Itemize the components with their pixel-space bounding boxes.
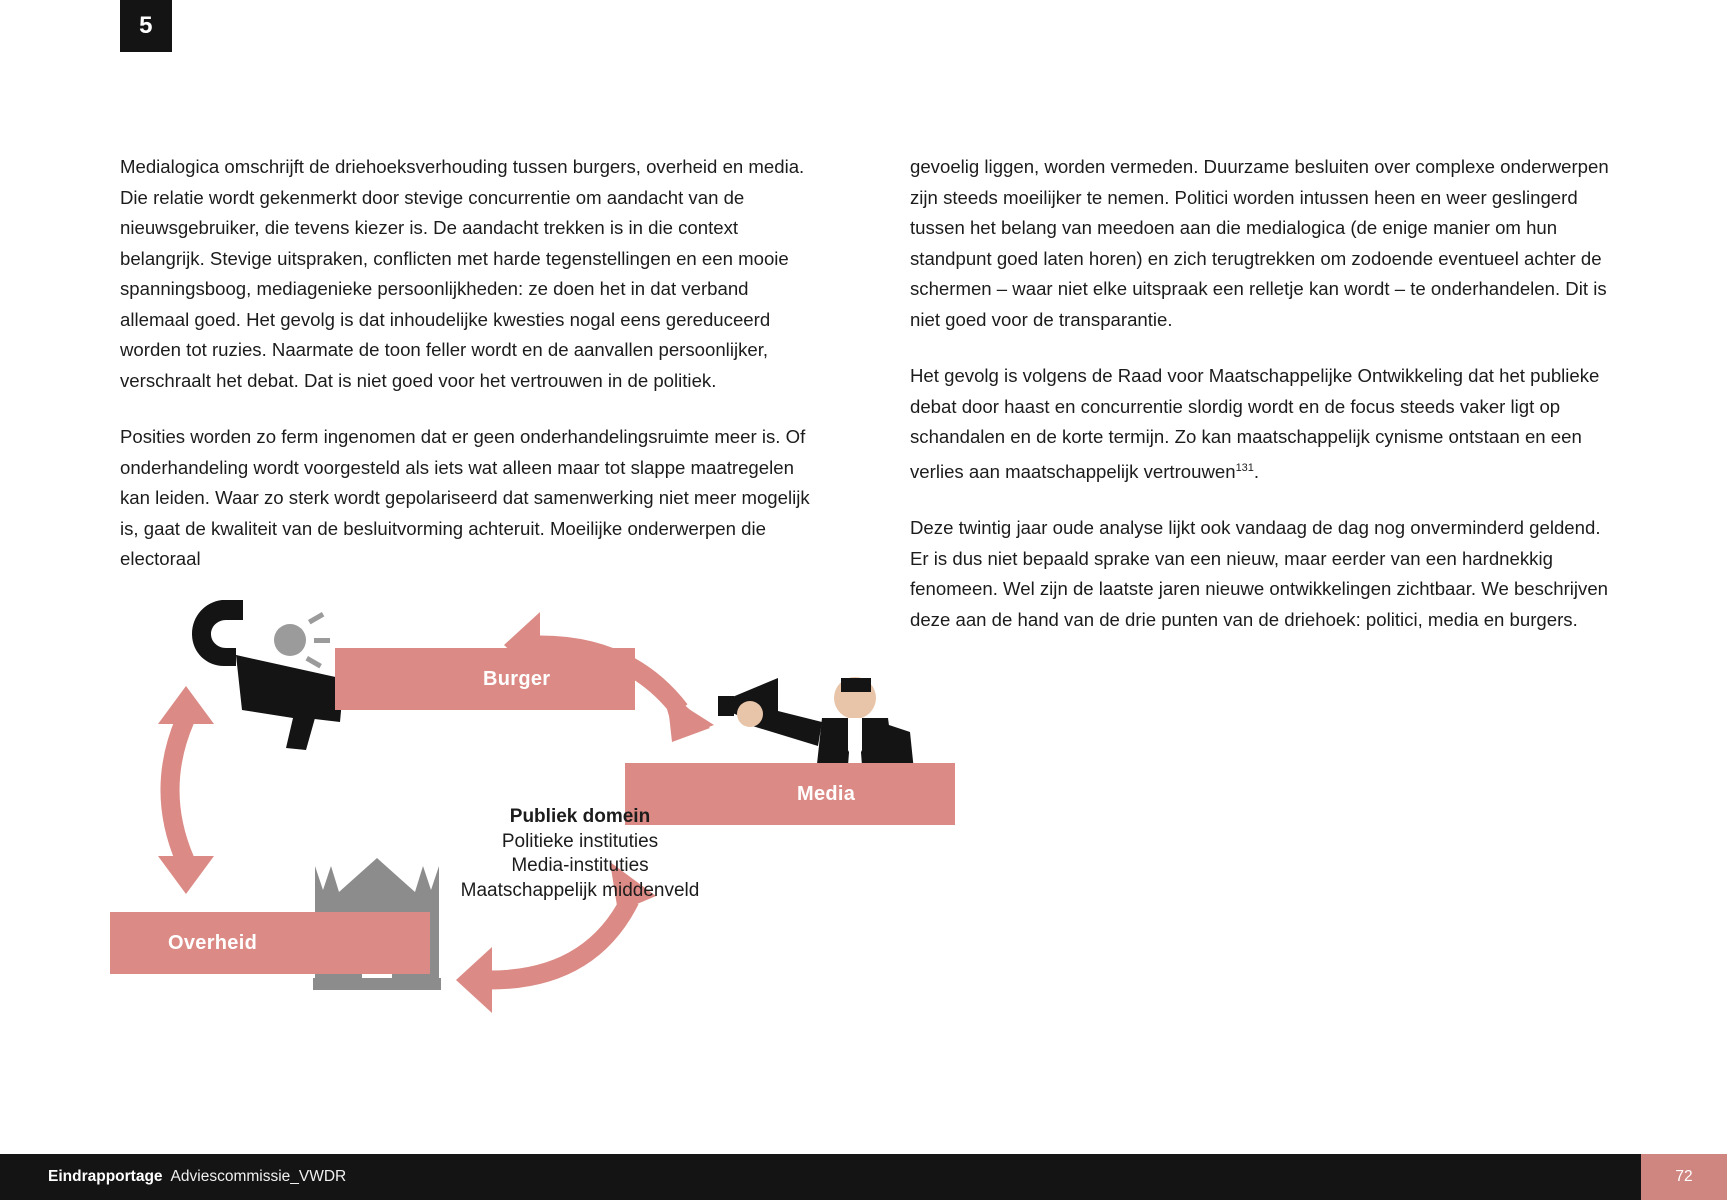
footer-title: Eindrapportage: [48, 1168, 163, 1185]
footnote-tail: .: [1253, 460, 1260, 482]
arrow-burger-overheid: [158, 686, 214, 894]
page-number-label: 72: [1675, 1168, 1693, 1185]
node-burger: [335, 648, 635, 710]
page-number: [1641, 1154, 1727, 1200]
chapter-badge: [120, 0, 172, 52]
paragraph: Deze twintig jaar oude analyse lijkt ook vandaag de dag nog onverminderd geldend. Er is dus niet bepaald sprake van een nieuw, maar eerder van een hardnekkig fenomeen. Wel zijn de laatste jaren nieuwe ontwikkelingen zichtbaar. We beschrijven deze aan de hand van de drie punten van de driehoek: politici, media en burgers.: [910, 517, 1609, 630]
page-footer: [0, 1154, 1727, 1200]
right-column: [910, 152, 1610, 635]
node-media-label: Media: [797, 782, 856, 805]
paragraph: Medialogica omschrijft de driehoeksverhouding tussen burgers, overheid en media. Die relatie wordt gekenmerkt door stevige concurrentie om aandacht van de nieuwsgebruiker, die tevens kiezer is. De aandacht trekken is in die context belangrijk. Stevige uitspraken, conflicten met harde tegenstellingen en een mooie spanningsboog, mediagenieke persoonlijkheden: ze doen het in dat verband allemaal goed. Het gevolg is dat inhoudelijke kwesties nogal eens gereduceerd worden tot ruzies. Naarmate de toon feller wordt en de aanvallen persoonlijker, verschraalt het debat. Dat is niet goed voor het vertrouwen in de politiek.: [120, 156, 805, 391]
paragraph: gevoelig liggen, worden vermeden. Duurzame besluiten over complexe onderwerpen zijn steeds moeilijker te nemen. Politici worden intussen heen en weer geslingerd tussen het belang van meedoen aan die medialogica (de enige manier om hun standpunt goed laten horen) en zich terugtrekken om zodoende eventueel achter de schermen – waar niet elke uitspraak een relletje kan wordt – te onderhandelen. Dit is niet goed voor de transparantie.: [910, 156, 1609, 330]
public-domain-line-3: Maatschappelijk middenveld: [460, 879, 700, 901]
public-domain-title: Publiek domein: [509, 806, 651, 827]
burger-icon: [192, 600, 342, 750]
chapter-number: 5: [139, 12, 153, 39]
medialogica-triangle-diagram: [110, 600, 1050, 1070]
footer-text: [48, 1168, 346, 1186]
node-burger-label: Burger: [483, 667, 551, 690]
paragraph-with-footnote: [910, 361, 1610, 487]
paragraph: Posities worden zo ferm ingenomen dat er geen onderhandelingsruimte meer is. Of onderhandeling wordt voorgesteld als iets wat alleen maar tot slappe maatregelen kan leiden. Waar zo sterk wordt gepolariseerd dat samenwerking niet meer mogelijk is, gaat de kwaliteit van de besluitvorming achteruit. Moeilijke onderwerpen die electoraal: [120, 426, 810, 569]
paragraph-text: Het gevolg is volgens de Raad voor Maatschappelijke Ontwikkeling dat het publieke debat door haast en concurrentie slordig wordt en de focus steeds vaker ligt op schandalen en de korte termijn. Zo kan maatschappelijk cynisme ontstaan en een verlies aan maatschappelijk vertrouwen: [910, 365, 1600, 482]
body-columns: [120, 152, 1610, 635]
node-overheid: [110, 912, 430, 974]
public-domain-line-2: Media-instituties: [511, 855, 649, 876]
left-column: [120, 152, 820, 635]
footnote-marker: 131: [1235, 461, 1254, 474]
node-overheid-label: Overheid: [168, 931, 258, 954]
public-domain-line-1: Politieke instituties: [501, 830, 659, 852]
footer-subtitle: Adviescommissie_VWDR: [170, 1168, 347, 1185]
public-domain-label: [410, 805, 750, 903]
